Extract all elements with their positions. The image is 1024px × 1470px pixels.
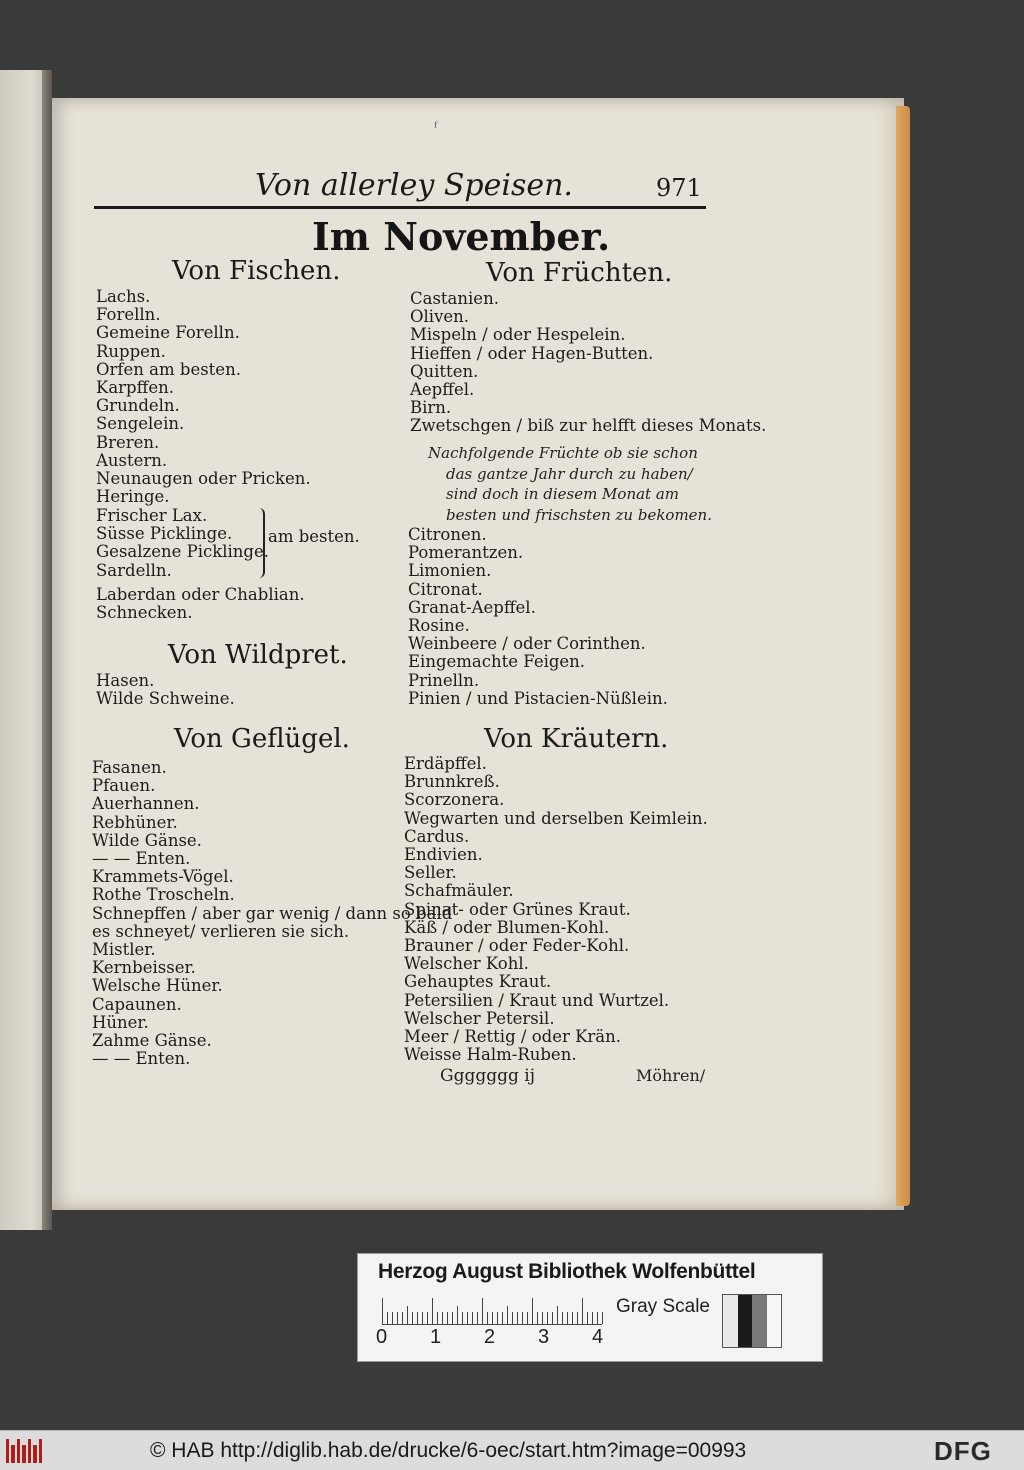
swatch-block [738,1295,753,1347]
ruler-tick [442,1312,443,1324]
list-item: Krammets-Vögel. [92,867,234,887]
list-item: Spinat- oder Grünes Kraut. [404,899,631,919]
scale-ruler [382,1296,602,1325]
list-item: Zwetschgen / biß zur helfft dieses Monats. [410,416,767,436]
ruler-tick [392,1312,393,1324]
ruler-tick [457,1306,458,1324]
list-item: Rothe Troscheln. [92,885,235,905]
list-item: Breren. [96,432,160,452]
list-item: Wegwarten und derselben Keimlein. [404,808,708,828]
ruler-tick [602,1312,603,1324]
logo-bar [17,1439,20,1463]
list-item: Welscher Kohl. [404,954,529,974]
ruler-tick [597,1312,598,1324]
book-spine [42,70,52,1230]
ruler-number: 3 [538,1326,550,1348]
list-item: Rosine. [408,616,470,636]
list-item: Frischer Lax. [96,506,208,525]
fish-bracket-list [96,507,269,580]
game-heading: Von Wildpret. [168,640,348,670]
library-name: Herzog August Bibliothek Wolfenbüttel [378,1260,756,1283]
ruler-tick [472,1312,473,1324]
dfg-logo: DFG [934,1436,992,1466]
ruler-tick [452,1312,453,1324]
fruit-heading: Von Früchten. [486,258,673,288]
list-item: Rebhüner. [92,812,178,832]
list-item: Forelln. [96,305,161,325]
list-item: Weinbeere / oder Corinthen. [408,634,646,654]
ruler-tick [522,1312,523,1324]
ruler-tick [587,1312,588,1324]
list-item: Mistler. [92,940,156,960]
ruler-tick [577,1312,578,1324]
logo-bar [11,1445,14,1463]
list-item: Aepffel. [410,380,475,400]
list-item: Laberdan oder Chablian. [96,585,305,604]
list-item: Oliven. [410,307,470,327]
list-item: Granat-Aepffel. [408,597,536,617]
swatch-block [767,1295,782,1347]
logo-bar [28,1439,31,1463]
logo-bar [6,1439,9,1463]
list-item: Kernbeisser. [92,958,196,978]
ruler-tick [547,1312,548,1324]
ruler-tick [557,1306,558,1324]
list-item: Pomerantzen. [408,543,524,563]
logo-bar [22,1445,25,1463]
swatch-block [752,1295,767,1347]
list-item: Zahme Gänse. [92,1031,212,1051]
page-number: 971 [656,174,702,202]
header-rule [94,206,706,209]
list-item: Petersilien / Kraut und Wurtzel. [404,990,670,1010]
list-item: Lachs. [96,287,151,306]
logo-bar [39,1439,42,1463]
ruler-tick [412,1312,413,1324]
list-item: Orfen am besten. [96,359,241,379]
month-title: Im November. [312,214,611,259]
ruler-number: 2 [484,1326,496,1348]
list-item: Gesalzene Picklinge. [96,542,269,562]
list-item: Pfauen. [92,776,156,796]
list-item: Karpffen. [96,378,174,398]
list-item: Ruppen. [96,341,166,361]
facing-page-edge [0,70,52,1230]
note-line: Nachfolgende Früchte ob sie schon [428,444,698,462]
signature-mark: Ggggggg ij [440,1066,535,1086]
list-item: Neunaugen oder Pricken. [96,469,311,489]
ruler-tick [537,1312,538,1324]
ruler-tick [527,1312,528,1324]
list-item: Heringe. [96,487,170,507]
list-item: Birn. [410,398,452,418]
game-list [96,672,235,708]
fish-after-list [96,586,305,622]
list-item: Auerhannen. [92,794,200,814]
ruler-tick [567,1312,568,1324]
list-item: Endivien. [404,845,483,865]
brace [255,508,265,578]
list-item: Schafmäuler. [404,881,514,901]
ruler-tick [497,1312,498,1324]
note-line: das gantze Jahr durch zu haben/ [446,464,693,483]
list-item: Quitten. [410,361,479,381]
fruit-after-list [408,526,668,708]
ruler-tick [507,1306,508,1324]
fish-heading: Von Fischen. [172,256,341,286]
herbs-list [404,755,708,1064]
ruler-tick [467,1312,468,1324]
list-item: Sardelln. [96,560,172,580]
running-head: Von allerley Speisen. [255,168,573,203]
list-item: Mispeln / oder Hespelein. [410,325,626,345]
list-item: Hüner. [92,1012,149,1032]
list-item: Grundeln. [96,396,180,416]
list-item: Erdäpffel. [404,754,487,773]
list-item: es schneyet/ verlieren sie sich. [92,921,350,941]
poultry-heading: Von Geflügel. [174,724,350,754]
list-item: Brauner / oder Feder-Kohl. [404,936,630,956]
list-item: Gehauptes Kraut. [404,972,552,992]
ruler-tick [447,1312,448,1324]
ruler-tick [382,1298,383,1324]
ruler-number: 4 [592,1326,604,1348]
page-mark: ᶠ [434,120,438,136]
footer-bar [0,1430,1024,1470]
list-item: Weisse Halm-Ruben. [404,1045,577,1065]
poultry-list [92,759,452,1068]
list-item: Süsse Picklinge. [96,524,233,544]
color-reference-card [357,1253,823,1362]
ruler-tick [492,1312,493,1324]
list-item: Schnepffen / aber gar wenig / dann so bald [92,903,453,923]
ruler-tick [387,1312,388,1324]
ruler-tick [477,1312,478,1324]
list-item: Pinien / und Pistacien-Nüßlein. [408,688,668,708]
ruler-tick [417,1312,418,1324]
ruler-tick [542,1312,543,1324]
ruler-tick [422,1312,423,1324]
ruler-tick [502,1312,503,1324]
ruler-tick [437,1312,438,1324]
list-item: Scorzonera. [404,790,505,810]
hab-logo-icon [6,1439,42,1463]
ruler-tick [462,1312,463,1324]
ruler-tick [532,1298,533,1324]
ruler-number: 0 [376,1326,388,1348]
list-item: Austern. [96,450,168,470]
ruler-tick [397,1312,398,1324]
ruler-number: 1 [430,1326,442,1348]
ruler-tick [402,1312,403,1324]
list-item: Prinelln. [408,670,480,690]
note-line: besten und frischsten zu bekomen. [446,505,712,524]
ruler-tick [427,1312,428,1324]
list-item: Hasen. [96,671,155,690]
logo-bar [33,1445,36,1463]
list-item: Castanien. [410,289,499,308]
list-item: Wilde Schweine. [96,689,235,709]
list-item: Meer / Rettig / oder Krän. [404,1027,622,1047]
ruler-tick [582,1298,583,1324]
swatch-block [723,1295,738,1347]
list-item: Gemeine Forelln. [96,323,240,343]
list-item: Welsche Hüner. [92,976,223,996]
list-item: Capaunen. [92,994,182,1014]
herbs-heading: Von Kräutern. [484,724,669,754]
fruit-note [428,443,713,525]
list-item: Schnecken. [96,603,193,623]
list-item: — — Enten. [92,849,191,869]
list-item: Wilde Gänse. [92,830,202,850]
ruler-tick [517,1312,518,1324]
ruler-tick [482,1298,483,1324]
copyright-link[interactable]: © HAB http://diglib.hab.de/drucke/6-oec/start.htm?image=00993 [150,1439,747,1462]
fish-list [96,288,311,506]
ruler-tick [592,1312,593,1324]
page-fore-edge [896,106,910,1206]
note-line: sind doch in diesem Monat am [446,485,680,503]
ruler-tick [552,1312,553,1324]
fruit-list [410,290,766,436]
list-item: Hieffen / oder Hagen-Butten. [410,343,654,363]
ruler-tick [432,1298,433,1324]
list-item: Käß / oder Blumen-Kohl. [404,917,610,937]
list-item: Welscher Petersil. [404,1008,555,1028]
list-item: Citronen. [408,525,487,544]
catchword: Möhren/ [636,1066,706,1085]
list-item: Eingemachte Feigen. [408,652,586,672]
gray-scale-label: Gray Scale [616,1296,710,1317]
gray-scale-swatch [722,1294,782,1348]
list-item: Limonien. [408,561,492,581]
list-item: Brunnkreß. [404,772,500,792]
list-item: — — Enten. [92,1049,191,1069]
list-item: Sengelein. [96,414,185,434]
bracket-label: am besten. [268,527,360,546]
list-item: Seller. [404,863,457,883]
ruler-tick [487,1312,488,1324]
ruler-tick [562,1312,563,1324]
list-item: Citronat. [408,579,483,599]
ruler-tick [572,1312,573,1324]
ruler-tick [512,1312,513,1324]
list-item: Cardus. [404,826,470,846]
ruler-tick [407,1306,408,1324]
list-item: Fasanen. [92,758,167,777]
